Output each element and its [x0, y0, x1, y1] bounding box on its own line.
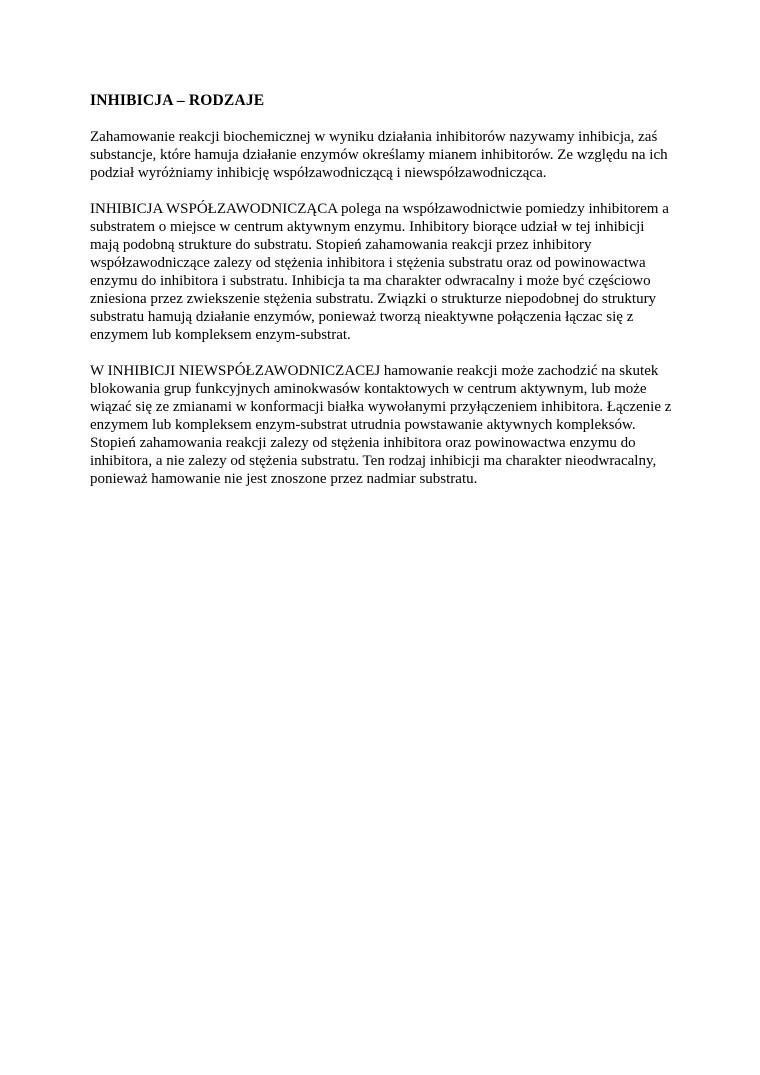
- paragraph-intro: Zahamowanie reakcji biochemicznej w wyniku działania inhibitorów nazywamy inhibicja, zaś substancje, które hamuja działanie enzymów określamy mianem inhibitorów. Ze względu na ich podział wyróżniamy inhibicję współzawodniczącą i niewspółzawodnicząca.: [90, 129, 668, 181]
- paragraph-noncompetitive-inhibition: W INHIBICJI NIEWSPÓŁZAWODNICZACEJ hamowanie reakcji może zachodzić na skutek blokowania grup funkcyjnych aminokwasów kontaktowych w centrum aktywnym, lub może wiązać się ze zmianami w konformacji białka wywołanymi przyłączeniem inhibitora. Łączenie z enzymem lub kompleksem enzym-substrat utrudnia powstawanie aktywnych kompleksów. Stopień zahamowania reakcji zalezy od stężenia inhibitora oraz powinowactwa enzymu do inhibitora, a nie zalezy od stężenia substratu. Ten rodzaj inhibicji ma charakter nieodwracalny, ponieważ hamowanie nie jest znoszone przez nadmiar substratu.: [90, 363, 672, 487]
- document-title: INHIBICJA – RODZAJE: [90, 92, 265, 109]
- paragraph-competitive-inhibition: INHIBICJA WSPÓŁZAWODNICZĄCA polega na współzawodnictwie pomiedzy inhibitorem a substratem o miejsce w centrum aktywnym enzymu. Inhibitory biorące udział w tej inhibicji mają podobną strukture do substratu. Stopień zahamowania reakcji przez inhibitory współzawodniczące zalezy od stężenia inhibitora i stężenia substratu oraz od powinowactwa enzymu do inhibitora i substratu. Inhibicja ta ma charakter odwracalny i może być częściowo zniesiona przez zwiekszenie stężenia substratu. Związki o strukturze niepodobnej do struktury substratu hamują działanie enzymów, ponieważ tworzą nieaktywne połączenia łączac się z enzymem lub kompleksem enzym-substrat.: [90, 201, 669, 343]
